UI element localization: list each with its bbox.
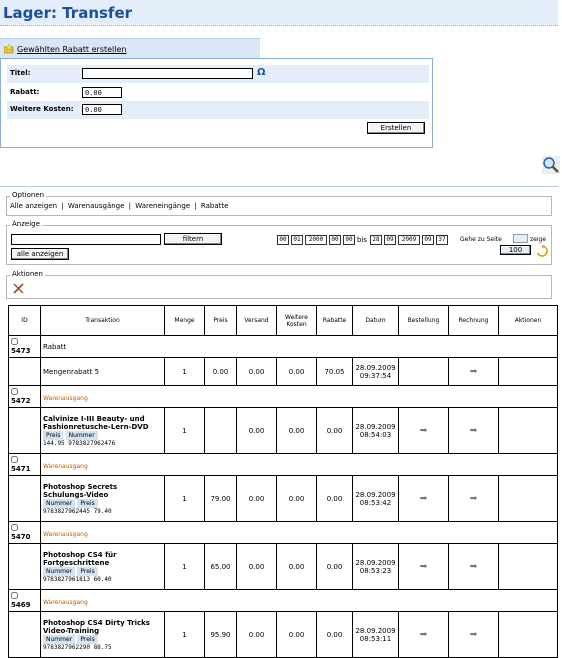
row-id: 5472 bbox=[11, 397, 31, 405]
page-title: Lager: Transfer bbox=[3, 4, 133, 22]
date-value: 28.09.2009 bbox=[355, 422, 396, 431]
link-discounts[interactable]: Rabatte bbox=[200, 202, 229, 210]
order-cell bbox=[399, 544, 449, 590]
invoice-cell bbox=[449, 612, 499, 658]
date-cell bbox=[353, 476, 399, 522]
create-form bbox=[0, 58, 433, 148]
quantity-cell: 1 bbox=[165, 544, 205, 590]
time-value: 08:53:11 bbox=[359, 634, 392, 643]
actions-cell bbox=[499, 476, 558, 522]
arrow-right-icon[interactable]: ➡ bbox=[469, 629, 478, 640]
arrow-right-icon[interactable]: ➡ bbox=[469, 561, 478, 572]
row-checkbox[interactable] bbox=[11, 524, 18, 531]
create-discount-link[interactable] bbox=[0, 38, 260, 58]
title-input[interactable] bbox=[82, 68, 253, 79]
discounts-cell: 0.00 bbox=[317, 544, 353, 590]
goto-page-input[interactable] bbox=[513, 234, 528, 243]
table-row bbox=[9, 476, 558, 522]
tool-icon[interactable] bbox=[13, 282, 25, 294]
filter-input[interactable] bbox=[11, 234, 161, 245]
time-value: 08:53:42 bbox=[359, 498, 392, 507]
price-cell: 79.00 bbox=[205, 476, 237, 522]
row-id-cell bbox=[9, 408, 41, 454]
row-checkbox[interactable] bbox=[11, 592, 18, 599]
col-date: Datum bbox=[353, 306, 399, 336]
pill-col1: Nummer bbox=[43, 635, 75, 644]
date-cell bbox=[353, 408, 399, 454]
col-order: Bestellung bbox=[399, 306, 449, 336]
link-sep-2: | bbox=[128, 202, 132, 210]
arrow-right-icon[interactable]: ➡ bbox=[419, 629, 428, 640]
discounts-cell: 0.00 bbox=[317, 476, 353, 522]
title-bar bbox=[0, 0, 558, 26]
time-value: 09:37:54 bbox=[359, 371, 392, 380]
date-to-minute[interactable]: 37 bbox=[436, 235, 448, 245]
table-row bbox=[9, 590, 558, 612]
discount-row bbox=[7, 84, 429, 102]
transaction-title: Mengenrabatt 5 bbox=[43, 367, 100, 376]
shipping-cell: 0.00 bbox=[237, 408, 277, 454]
transaction-cell bbox=[41, 544, 165, 590]
row-id: 5473 bbox=[11, 347, 31, 355]
row-type: Warenausgang bbox=[43, 462, 88, 470]
date-from-day[interactable]: 00 bbox=[277, 235, 289, 245]
display-fieldset bbox=[6, 220, 552, 265]
row-type: Rabatt bbox=[41, 336, 558, 358]
table-row bbox=[9, 612, 558, 658]
col-id: ID bbox=[9, 306, 41, 336]
costs-cell: 0.00 bbox=[277, 358, 317, 386]
shipping-cell: 0.00 bbox=[237, 544, 277, 590]
date-to-month[interactable]: 09 bbox=[384, 235, 396, 245]
transaction-sub: 144.95 9783827962476 bbox=[43, 439, 116, 447]
link-sep-1: | bbox=[61, 202, 64, 210]
row-id-cell bbox=[9, 386, 41, 408]
date-value: 28.09.2009 bbox=[355, 363, 396, 372]
transaction-cell bbox=[41, 408, 165, 454]
row-id-cell bbox=[9, 612, 41, 658]
transaction-title: Calvinize I-III Beauty- und Fashionretusche-Lern-DVD bbox=[43, 414, 149, 431]
date-to-label: bis bbox=[357, 236, 368, 244]
row-checkbox[interactable] bbox=[11, 338, 18, 345]
date-cell bbox=[353, 358, 399, 386]
order-cell bbox=[399, 612, 449, 658]
transaction-cell bbox=[41, 612, 165, 658]
row-id-cell bbox=[9, 544, 41, 590]
date-value: 28.09.2009 bbox=[355, 558, 396, 567]
omega-icon[interactable]: Ω bbox=[257, 67, 266, 78]
date-from-year[interactable]: 2000 bbox=[305, 235, 327, 245]
col-discounts: Rabatte bbox=[317, 306, 353, 336]
costs-cell: 0.00 bbox=[277, 612, 317, 658]
arrow-right-icon[interactable]: ➡ bbox=[469, 366, 478, 377]
date-to-hour[interactable]: 09 bbox=[422, 235, 434, 245]
create-button[interactable]: Erstellen bbox=[367, 122, 425, 134]
transaction-cell bbox=[41, 476, 165, 522]
title-row bbox=[7, 65, 429, 83]
row-type-cell bbox=[41, 386, 558, 408]
row-type: Warenausgang bbox=[43, 394, 88, 402]
row-checkbox[interactable] bbox=[11, 388, 18, 395]
row-id-cell bbox=[9, 336, 41, 358]
costs-label: Weitere Kosten: bbox=[10, 105, 74, 113]
pill-col2: Preis bbox=[77, 499, 97, 508]
col-invoice: Rechnung bbox=[449, 306, 499, 336]
row-checkbox[interactable] bbox=[11, 456, 18, 463]
row-type: Warenausgang bbox=[43, 598, 88, 606]
transaction-cell bbox=[41, 358, 165, 386]
invoice-cell bbox=[449, 544, 499, 590]
actions-cell bbox=[499, 408, 558, 454]
row-id: 5470 bbox=[11, 533, 31, 541]
discount-label: Rabatt: bbox=[10, 88, 40, 96]
table-row bbox=[9, 386, 558, 408]
costs-row bbox=[7, 101, 429, 119]
row-id-cell bbox=[9, 358, 41, 386]
row-type-cell bbox=[41, 522, 558, 544]
quantity-cell: 1 bbox=[165, 408, 205, 454]
invoice-cell bbox=[449, 358, 499, 386]
date-cell bbox=[353, 544, 399, 590]
arrow-right-icon[interactable]: ➡ bbox=[419, 561, 428, 572]
row-type: Warenausgang bbox=[43, 530, 88, 538]
row-id-cell bbox=[9, 522, 41, 544]
refresh-icon[interactable] bbox=[536, 245, 548, 257]
col-costs: Weitere Kosten bbox=[277, 306, 317, 336]
transaction-title: Photoshop CS4 für Fortgeschrittene bbox=[43, 550, 117, 567]
discounts-cell: 70.05 bbox=[317, 358, 353, 386]
arrow-right-icon[interactable]: ➡ bbox=[419, 425, 428, 436]
arrow-right-icon[interactable]: ➡ bbox=[469, 425, 478, 436]
costs-cell: 0.00 bbox=[277, 408, 317, 454]
magnifier-icon[interactable] bbox=[542, 156, 560, 174]
shipping-cell: 0.00 bbox=[237, 358, 277, 386]
row-id: 5469 bbox=[11, 601, 31, 609]
row-type-cell bbox=[41, 454, 558, 476]
link-all[interactable]: Alle anzeigen bbox=[10, 202, 58, 210]
order-cell bbox=[399, 358, 449, 386]
table-row bbox=[9, 454, 558, 476]
table-header-row bbox=[9, 306, 558, 336]
row-id-cell bbox=[9, 454, 41, 476]
transaction-sub: 9783827962445 79.40 bbox=[43, 507, 112, 515]
row-type-cell bbox=[41, 590, 558, 612]
actions-fieldset bbox=[6, 270, 552, 299]
date-value: 28.09.2009 bbox=[355, 626, 396, 635]
transaction-title: Photoshop Secrets Schulungs-Video bbox=[43, 482, 118, 499]
discounts-cell: 0.00 bbox=[317, 612, 353, 658]
table-row bbox=[9, 522, 558, 544]
pill-col1: Nummer bbox=[43, 499, 75, 508]
quantity-cell: 1 bbox=[165, 476, 205, 522]
transactions-table bbox=[8, 305, 558, 658]
transaction-title: Photoshop CS4 Dirty Tricks Video-Training bbox=[43, 618, 150, 635]
pill-col1: Nummer bbox=[43, 567, 75, 576]
actions-cell bbox=[499, 612, 558, 658]
link-incoming[interactable]: Wareneingänge bbox=[135, 202, 191, 210]
create-discount-label: Gewählten Rabatt erstellen bbox=[17, 45, 127, 54]
table-row bbox=[9, 358, 558, 386]
display-legend: Anzeige bbox=[12, 220, 40, 228]
col-quantity: Menge bbox=[165, 306, 205, 336]
row-id: 5471 bbox=[11, 465, 31, 473]
order-cell bbox=[399, 408, 449, 454]
row-id-cell bbox=[9, 590, 41, 612]
date-to-day[interactable]: 28 bbox=[370, 235, 382, 245]
price-cell: 0.00 bbox=[205, 358, 237, 386]
col-transaction: Transaktion bbox=[41, 306, 165, 336]
date-value: 28.09.2009 bbox=[355, 490, 396, 499]
discounts-cell: 0.00 bbox=[317, 408, 353, 454]
date-cell bbox=[353, 612, 399, 658]
pill-col1: Preis bbox=[43, 431, 63, 440]
date-from-month[interactable]: 01 bbox=[291, 235, 303, 245]
shipping-cell: 0.00 bbox=[237, 476, 277, 522]
options-links bbox=[10, 202, 230, 210]
time-value: 08:54:03 bbox=[359, 430, 392, 439]
table-row bbox=[9, 408, 558, 454]
show-all-button[interactable]: alle anzeigen bbox=[11, 248, 69, 260]
col-shipping: Versand bbox=[237, 306, 277, 336]
actions-cell bbox=[499, 544, 558, 590]
col-price: Preis bbox=[205, 306, 237, 336]
date-to-year[interactable]: 2009 bbox=[398, 235, 420, 245]
arrow-right-icon[interactable]: ➡ bbox=[419, 493, 428, 504]
folder-star-icon bbox=[4, 44, 14, 54]
actions-cell bbox=[499, 358, 558, 386]
goto-page-label: Gehe zu Seite bbox=[460, 236, 502, 243]
transaction-sub: 9783827962290 88.75 bbox=[43, 643, 112, 651]
costs-input[interactable] bbox=[82, 104, 122, 115]
price-cell: 95.90 bbox=[205, 612, 237, 658]
price-cell bbox=[205, 408, 237, 454]
pill-col2: Nummer bbox=[66, 431, 98, 440]
row-id-cell bbox=[9, 476, 41, 522]
filter-button[interactable]: filtern bbox=[164, 233, 222, 245]
link-sep-3: | bbox=[194, 202, 197, 210]
pill-col2: Preis bbox=[77, 567, 97, 576]
price-cell: 65.00 bbox=[205, 544, 237, 590]
table-row bbox=[9, 336, 558, 358]
costs-cell: 0.00 bbox=[277, 544, 317, 590]
quantity-cell: 1 bbox=[165, 358, 205, 386]
pill-col2: Preis bbox=[77, 635, 97, 644]
costs-cell: 0.00 bbox=[277, 476, 317, 522]
col-actions: Aktionen bbox=[499, 306, 558, 336]
order-cell bbox=[399, 476, 449, 522]
arrow-right-icon[interactable]: ➡ bbox=[469, 493, 478, 504]
title-label: Titel: bbox=[10, 69, 31, 77]
time-value: 08:53:23 bbox=[359, 566, 392, 575]
date-from-hour[interactable]: 00 bbox=[329, 235, 341, 245]
discount-input[interactable] bbox=[82, 87, 122, 98]
invoice-cell bbox=[449, 408, 499, 454]
transaction-sub: 9783827961813 60.40 bbox=[43, 575, 112, 583]
options-legend: Optionen bbox=[12, 191, 45, 199]
count-select[interactable]: 100 bbox=[500, 245, 531, 255]
quantity-cell: 1 bbox=[165, 612, 205, 658]
actions-legend: Aktionen bbox=[12, 270, 43, 278]
show-count-label: zeige bbox=[530, 236, 547, 243]
date-from-minute[interactable]: 00 bbox=[343, 235, 355, 245]
table-row bbox=[9, 544, 558, 590]
shipping-cell: 0.00 bbox=[237, 612, 277, 658]
link-outgoing[interactable]: Warenausgänge bbox=[67, 202, 125, 210]
invoice-cell bbox=[449, 476, 499, 522]
